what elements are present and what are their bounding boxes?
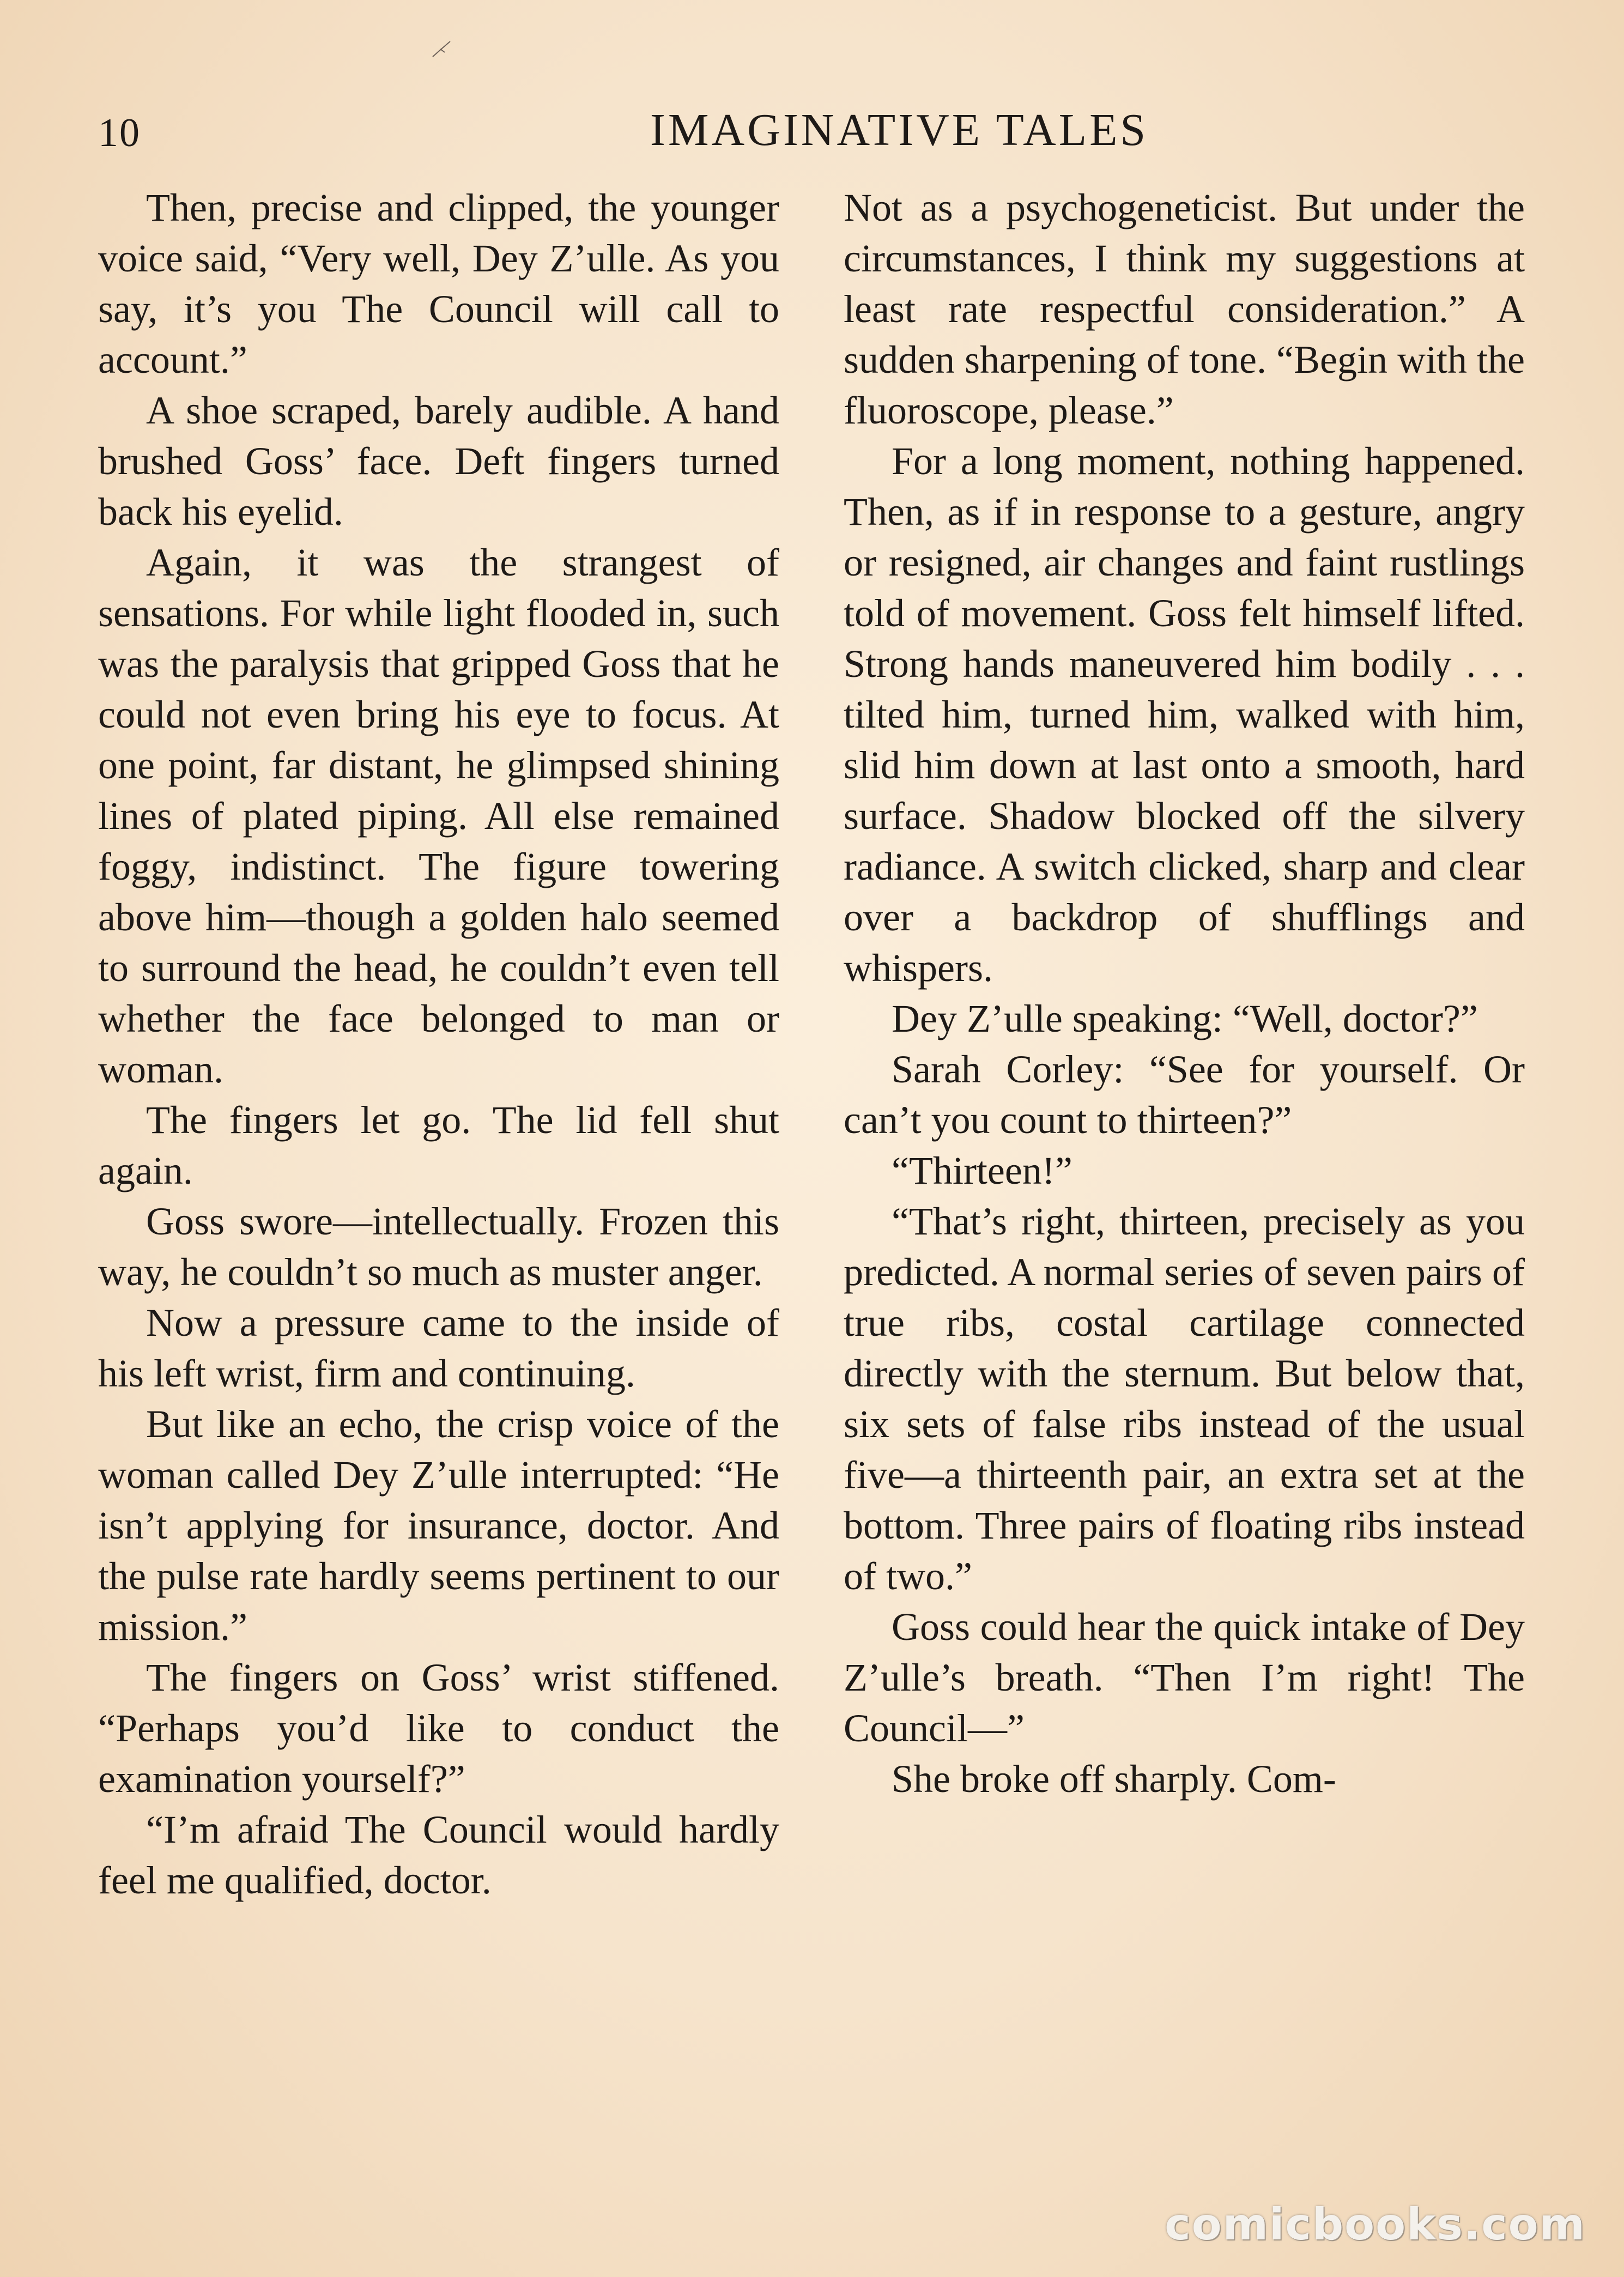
paragraph: The fingers on Goss’ wrist stiffened. “Perhaps you’d like to conduct the examination yourself?” [98,1656,779,1801]
pencil-mark-icon [431,38,452,60]
paragraph: For a long moment, nothing happened. Then, as if in response to a gesture, angry or resigned, air changes and faint rustlings told of movement. Goss felt himself lifted. Strong hands maneuvered him bodily . . . tilted him, turned him, walked with him, slid him down at last onto a smooth, hard surface. Shadow blocked off the silvery radiance. A switch clicked, sharp and clear over a backdrop of shufflings and whispers. [844,439,1525,990]
page-number: 10 [98,111,141,155]
paragraph: Now a pressure came to the inside of his left wrist, firm and continuing. [98,1301,779,1395]
paragraph: Sarah Corley: “See for yourself. Or can’t you count to thirteen?” [844,1047,1525,1142]
left-text-column [98,183,779,1906]
paragraph: “Thirteen!” [892,1149,1072,1192]
paragraph: Dey Z’ulle speaking: “Well, doctor?” [892,997,1478,1040]
page-header [98,104,1537,163]
paragraph: But like an echo, the crisp voice of the woman called Dey Z’ulle interrupted: “He isn’t applying for insurance, doctor. And the pulse rate hardly seems pertinent to our mission.” [98,1402,779,1649]
right-text-column [844,183,1525,1804]
paragraph: A shoe scraped, barely audible. A hand brushed Goss’ face. Deft fingers turned back his eyelid. [98,389,779,534]
running-title: IMAGINATIVE TALES [650,105,1149,155]
paragraph: Goss could hear the quick intake of Dey Z’ulle’s breath. “Then I’m right! The Council—” [844,1605,1525,1750]
paragraph: Then, precise and clipped, the younger voice said, “Very well, Dey Z’ulle. As you say, it’s you The Council will call to account.” [98,186,779,381]
site-watermark: comicbooks.com [1165,2199,1586,2250]
paragraph-continued: Not as a psychogeneticist. But under the circumstances, I think my suggestions at least rate respectful consideration.” A sudden sharpening of tone. “Begin with the fluoroscope, please.” [844,186,1525,432]
paragraph: The fingers let go. The lid fell shut again. [98,1098,779,1192]
paragraph: Goss swore—intellectually. Frozen this way, he couldn’t so much as muster anger. [98,1200,779,1294]
paragraph: She broke off sharply. Com- [892,1757,1336,1801]
paragraph: “I’m afraid The Council would hardly feel me qualified, doctor. [98,1808,779,1902]
paragraph: “That’s right, thirteen, precisely as you predicted. A normal series of seven pairs of true ribs, costal cartilage connected directly with the sternum. But below that, six sets of false ribs instead of the usual five—a thirteenth pair, an extra set at the bottom. Three pairs of floating ribs instead of two.” [844,1200,1525,1598]
paragraph: Again, it was the strangest of sensations. For while light flooded in, such was the paralysis that gripped Goss that he could not even bring his eye to focus. At one point, far distant, he glimpsed shining lines of plated piping. All else remained foggy, indistinct. The figure towering above him—though a golden halo seemed to surround the head, he couldn’t even tell whether the face belonged to man or woman. [98,541,779,1091]
